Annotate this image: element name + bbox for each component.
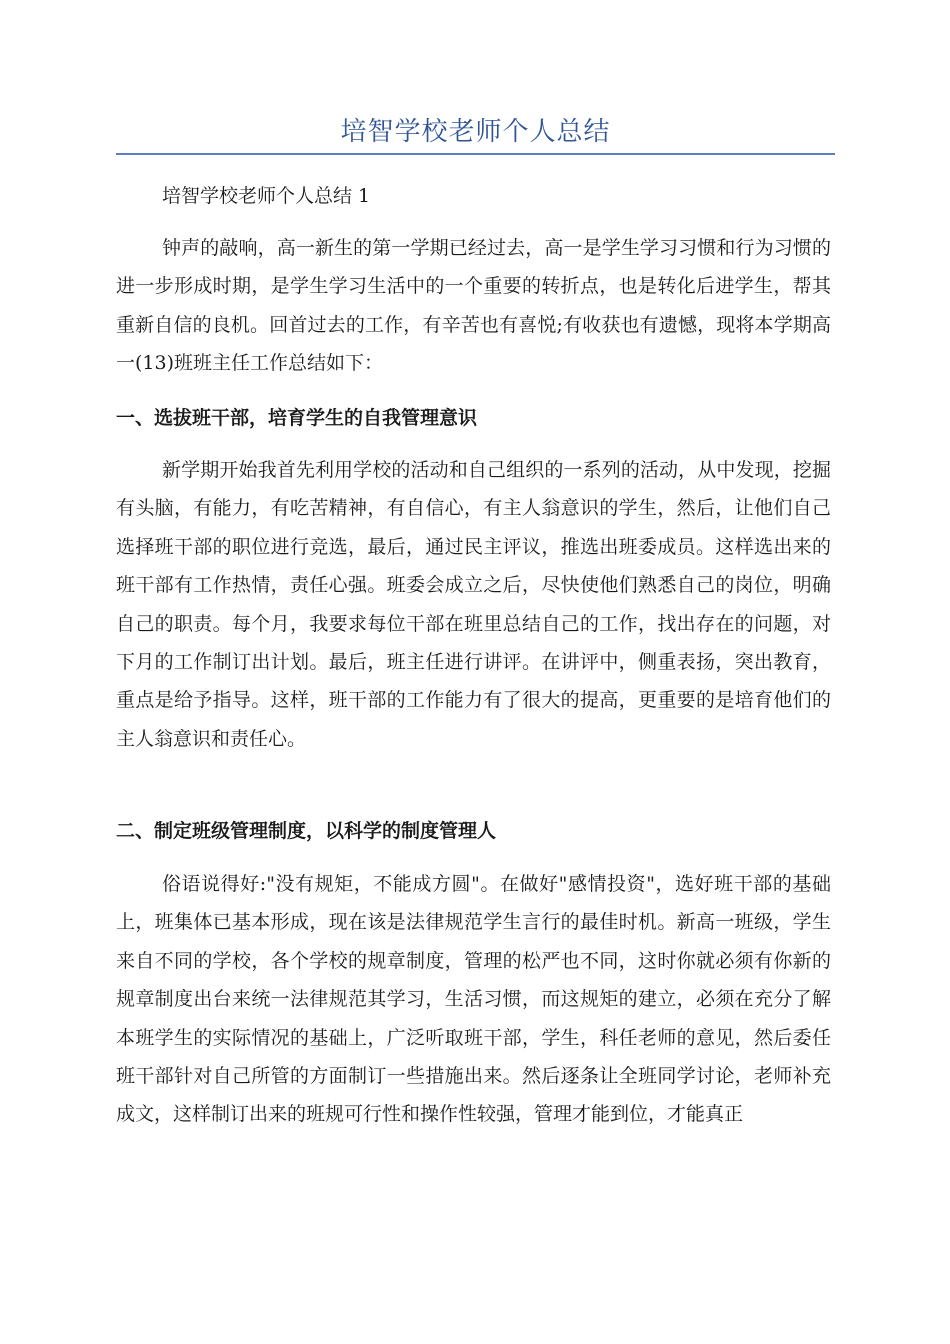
section2-paragraph: 俗语说得好:"没有规矩，不能成方圆"。在做好"感情投资"，选好班干部的基础上，班集体已基本形成，现在该是法律规范学生言行的最佳时机。新高一班级，学生来自不同的学校，各个学校的规章制度，管理的松严也不同，这时你就必须有你新的规章制度出台来统一法律规范其学习，生活习惯，而这规矩的建立，必须在充分了解本班学生的实际情况的基础上，广泛听取班干部，学生，科任老师的意见，然后委任班干部针对自己所管的方面制订一些措施出来。然后逐条让全班同学讨论，老师补充成文，这样制订出来的班规可行性和操作性较强，管理才能到位，才能真正	[116, 873, 831, 1126]
page-title: 培智学校老师个人总结	[340, 117, 611, 147]
section1-paragraph: 新学期开始我首先利用学校的活动和自己组织的一系列的活动，从中发现，挖掘有头脑，有能力，有吃苦精神，有自信心，有主人翁意识的学生，然后，让他们自己选择班干部的职位进行竞选，最后，通过民主评议，推选出班委成员。这样选出来的班干部有工作热情，责任心强。班委会成立之后，尽快使他们熟悉自己的岗位，明确自己的职责。每个月，我要求每位干部在班里总结自己的工作，找出存在的问题，对下月的工作制订出计划。最后，班主任进行讲评。在讲评中，侧重表扬，突出教育，重点是给予指导。这样，班干部的工作能力有了很大的提高，更重要的是培育他们的主人翁意识和责任心。	[116, 459, 831, 750]
intro-paragraph: 钟声的敲响，高一新生的第一学期已经过去，高一是学生学习习惯和行为习惯的进一步形成时期，是学生学习生活中的一个重要的转折点，也是转化后进学生，帮其重新自信的良机。回首过去的工作，有辛苦也有喜悦;有收获也有遗憾，现将本学期高一(13)班班主任工作总结如下：	[116, 237, 831, 375]
section1-heading: 一、选拔班干部，培育学生的自我管理意识	[116, 407, 478, 429]
title-underline	[116, 153, 835, 155]
section2-heading: 二、制定班级管理制度，以科学的制度管理人	[116, 820, 497, 842]
document-subtitle: 培智学校老师个人总结 1	[162, 185, 371, 207]
